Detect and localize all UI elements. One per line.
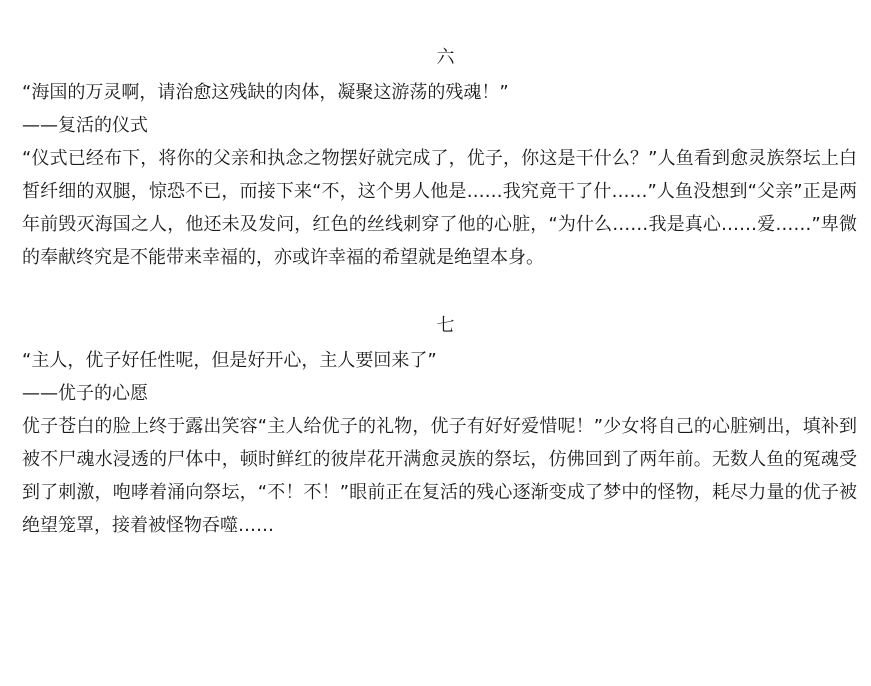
section-seven	[22, 312, 857, 542]
section-divider	[22, 274, 857, 312]
section-subtitle: ——复活的仪式	[22, 115, 148, 136]
section-number: 七	[436, 315, 455, 336]
section-body: 优子苍白的脸上终于露出笑容“主人给优子的礼物，优子有好好爱惜呢！”少女将自己的心脏剜出，填补到被不尸魂水浸透的尸体中，顿时鲜红的彼岸花开满愈灵族的祭坛，仿佛回到了两年前。无数人鱼的冤魂受到了刺激，咆哮着涌向祭坛，“不！不！”眼前正在复活的残心逐渐变成了梦中的怪物，耗尽力量的优子被绝望笼罩，接着被怪物吞噬……	[22, 416, 857, 536]
section-quote: “海国的万灵啊，请治愈这残缺的肉体，凝聚这游荡的残魂！”	[22, 82, 509, 103]
section-six	[22, 44, 857, 274]
section-subtitle: ——优子的心愿	[22, 383, 148, 404]
section-body: “仪式已经布下，将你的父亲和执念之物摆好就完成了，优子，你这是干什么？”人鱼看到愈灵族祭坛上白皙纤细的双腿，惊恐不已，而接下来“不，这个男人他是……我究竟干了什……”人鱼没想到“父亲”正是两年前毁灭海国之人，他还未及发问，红色的丝线刺穿了他的心脏，“为什么……我是真心……爱……”卑微的奉献终究是不能带来幸福的，亦或许幸福的希望就是绝望本身。	[22, 148, 857, 268]
section-quote: “主人，优子好任性呢，但是好开心，主人要回来了”	[22, 350, 437, 371]
section-number: 六	[436, 47, 455, 68]
